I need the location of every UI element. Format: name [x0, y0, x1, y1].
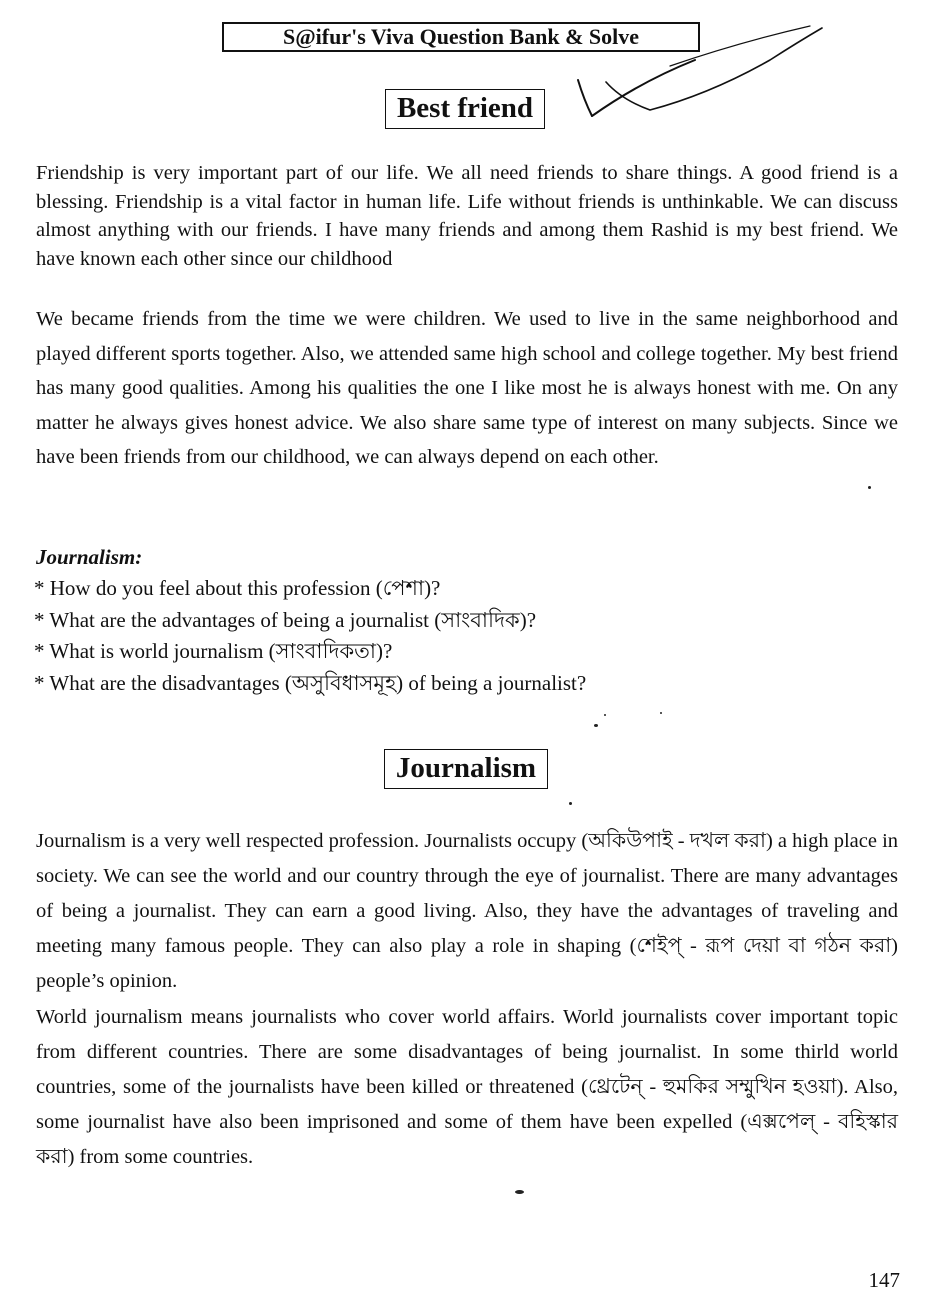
section-title-best-friend: Best friend	[385, 89, 545, 129]
list-item: * How do you feel about this profession (পেশা)?	[34, 576, 441, 600]
print-speck	[868, 486, 871, 489]
list-item: * What are the advantages of being a journalist (সাংবাদিক)?	[34, 607, 537, 632]
question-list	[34, 573, 586, 699]
best-friend-paragraph-1: Friendship is very important part of our life. We all need friends to share things. A good friend is a blessing. Friendship is a vital factor in human life. Life without friends is unthinkable. We can discuss almost anything with our friends. I have many friends and among them Rashid is my best friend. We have known each other since our childhood	[36, 162, 898, 270]
journalism-paragraph-2: World journalism means journalists who cover world affairs. World journalists cover important topic from different countries. There are some disadvantages of being journalist. In some thirld world countries, some of the journalists have been killed or threatened (থ্রেটেন্‌ - হুমকির সম্মুখিন হওয়া). Also, some journalist have also been imprisoned and some of them have been expelled (এক্সপেল্‌ - বহিস্কার করা) from some countries.	[36, 1006, 898, 1168]
print-speck	[594, 724, 598, 727]
print-speck	[604, 714, 606, 716]
journalism-paragraph-1: Journalism is a very well respected profession. Journalists occupy (অকিউপাই - দখল করা) a high place in society. We can see the world and our country through the eye of journalist. There are many advantages of being a journalist. They can earn a good living. Also, they have the advantages of traveling and meeting many famous people. They can also play a role in shaping (শেইপ্‌ - রূপ দেয়া বা গঠন করা) people’s opinion.	[36, 830, 899, 992]
handwritten-tick-mark	[570, 20, 830, 130]
section-title-journalism: Journalism	[384, 749, 548, 789]
print-speck	[515, 1190, 524, 1194]
print-speck	[660, 712, 662, 714]
header-banner: S@ifur's Viva Question Bank & Solve	[222, 22, 700, 52]
page-number: 147	[868, 1268, 900, 1292]
best-friend-paragraph-2: We became friends from the time we were children. We used to live in the same neighborhood and played different sports together. Also, we attended same high school and college together. My best friend has many good qualities. Among his qualities the one I like most he is always honest with me. On any matter he always gives honest advice. We also share same type of interest on many subjects. Since we have been friends from our childhood, we can always depend on each other.	[36, 308, 898, 469]
print-speck	[569, 802, 572, 805]
list-item: * What are the disadvantages (অসুবিধাসমূহ) of being a journalist?	[34, 670, 587, 695]
list-item: * What is world journalism (সাংবাদিকতা)?	[34, 639, 393, 663]
questions-heading: Journalism:	[36, 545, 143, 569]
